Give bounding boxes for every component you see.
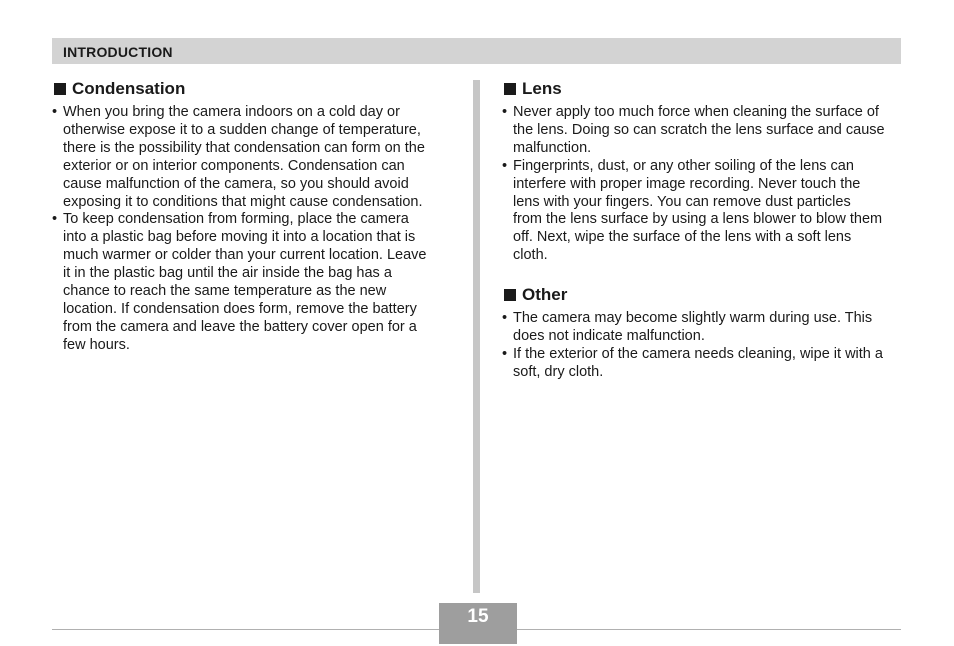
text-line: cloth.: [513, 247, 548, 264]
column-divider: [473, 80, 480, 593]
list-item: [502, 346, 904, 382]
text-line: it in the plastic bag until the air inside the bag has a: [63, 265, 392, 282]
section-title: INTRODUCTION: [63, 44, 173, 60]
header-bar: [52, 38, 901, 64]
text-line: does not indicate malfunction.: [513, 328, 705, 345]
text-line: from the camera and leave the battery cover open for a: [63, 318, 417, 335]
bullet-dot-icon: •: [502, 310, 508, 327]
text-line: When you bring the camera indoors on a cold day or: [63, 104, 400, 120]
text-line: there is the possibility that condensation can form on the: [63, 139, 425, 156]
text-line: Never apply too much force when cleaning the surface of: [513, 104, 879, 120]
text-line: The camera may become slightly warm during use. This: [513, 310, 873, 327]
condensation-heading-text: Condensation: [72, 79, 186, 98]
list-item: [52, 211, 446, 354]
text-line: interfere with proper image recording. Never touch the: [513, 175, 861, 192]
text-line: Fingerprints, dust, or any other soiling of the lens can: [513, 157, 854, 174]
page-number-badge: [439, 603, 517, 644]
text-line: exterior or on interior components. Condensation can: [63, 157, 405, 174]
other-list: [502, 310, 904, 382]
lens-heading-text: Lens: [522, 79, 562, 98]
text-line: off. Next, wipe the surface of the lens with a soft lens: [513, 229, 852, 246]
list-item: [502, 104, 904, 158]
section-spacer: [502, 265, 904, 284]
text-line: To keep condensation from forming, place the camera: [63, 211, 409, 228]
condensation-list: [52, 104, 446, 355]
left-column: [52, 78, 446, 355]
list-item: [52, 104, 446, 211]
text-line: lens with your fingers. You can remove dust particles: [513, 193, 851, 210]
text-line: from the lens surface by using a lens blower to blow them: [513, 211, 883, 228]
text-line: location. If condensation does form, remove the battery: [63, 300, 417, 317]
text-line: chance to reach the same temperature as the new: [63, 283, 387, 300]
bullet-dot-icon: •: [52, 211, 58, 228]
list-item: [502, 158, 904, 265]
text-line: the lens. Doing so can scratch the lens surface and cause: [513, 121, 885, 138]
square-bullet-icon: [54, 83, 66, 95]
text-line: If the exterior of the camera needs cleaning, wipe it with a: [513, 345, 883, 362]
square-bullet-icon: [504, 289, 516, 301]
bullet-dot-icon: •: [502, 157, 508, 174]
right-column: [502, 78, 904, 382]
text-line: otherwise expose it to a sudden change of temperature,: [63, 121, 421, 138]
text-line: into a plastic bag before moving it into a location that is: [63, 229, 416, 246]
bullet-dot-icon: •: [52, 104, 58, 120]
lens-heading: [502, 78, 904, 100]
text-line: soft, dry cloth.: [513, 363, 604, 380]
square-bullet-icon: [504, 83, 516, 95]
text-line: malfunction.: [513, 139, 592, 156]
other-heading-text: Other: [522, 285, 568, 305]
list-item: [502, 310, 904, 346]
bullet-dot-icon: •: [502, 345, 508, 362]
lens-list: [502, 104, 904, 265]
text-line: few hours.: [63, 336, 130, 353]
page-number: 15: [467, 606, 489, 627]
text-line: much warmer or colder than your current location. Leave: [63, 247, 427, 264]
condensation-heading: [52, 78, 446, 100]
text-line: cause malfunction of the camera, so you should avoid: [63, 175, 409, 192]
other-heading: [502, 284, 904, 306]
text-line: exposing it to conditions that might cause condensation.: [63, 193, 423, 210]
bullet-dot-icon: •: [502, 104, 508, 120]
